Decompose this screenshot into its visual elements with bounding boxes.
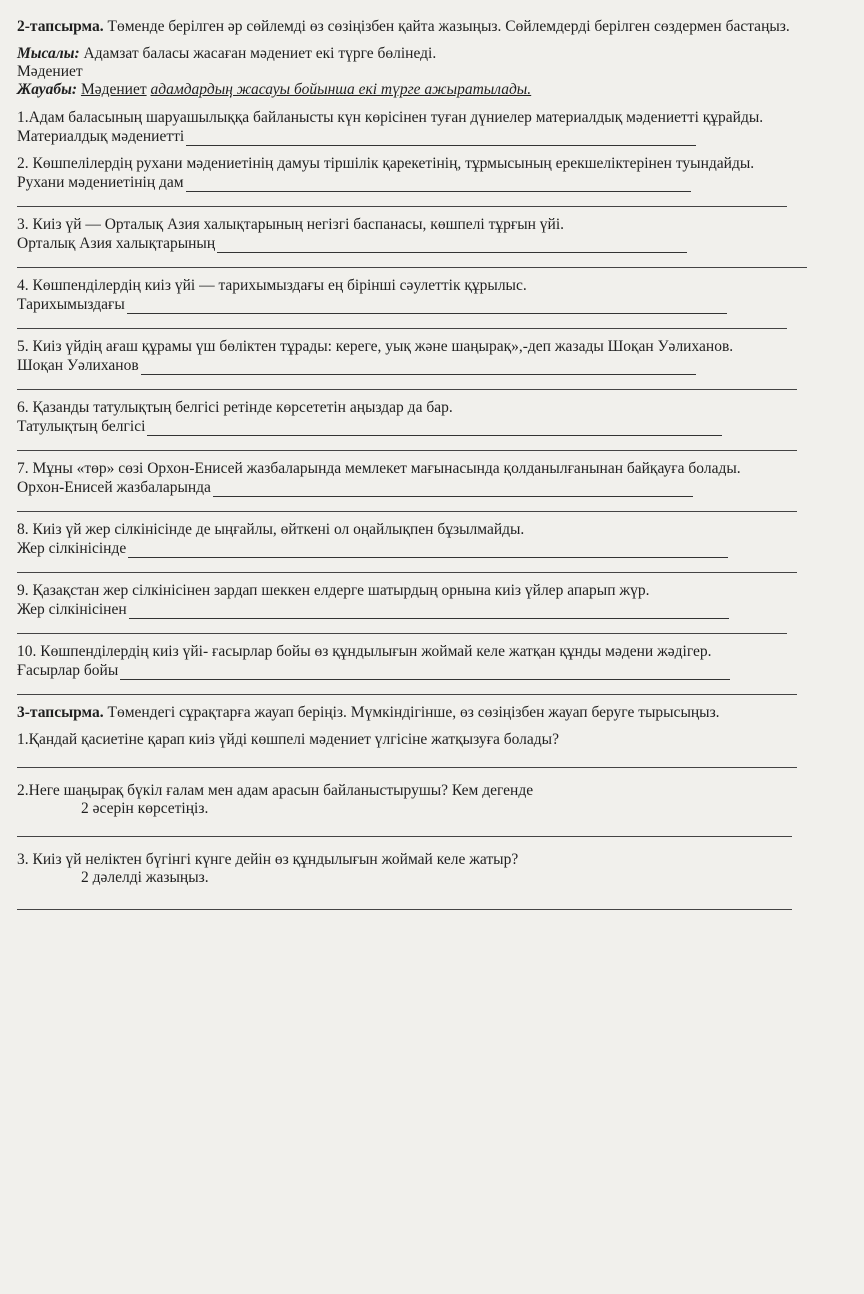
- answer-blank[interactable]: [120, 665, 730, 680]
- question-answer-line[interactable]: [17, 767, 797, 768]
- example-block: [17, 45, 852, 99]
- question-text: 3. Киіз үй неліктен бүгінгі күнге дейін өз құндылығын жоймай келе жатыр?: [17, 851, 519, 868]
- answer-start: Мәдениет: [80, 81, 147, 98]
- task3-block: [17, 704, 852, 910]
- item-prompt: Жер сілкінісінен: [17, 601, 127, 618]
- item-sentence: 7. Мұны «төр» сөзі Орхон-Енисей жазбаларында мемлекет мағынасында қолданылғанынан байқауға болады.: [17, 460, 741, 477]
- answer-blank[interactable]: [128, 543, 728, 558]
- task2-header: [17, 18, 852, 36]
- answer-line: [17, 539, 852, 558]
- answer-line: [17, 127, 852, 146]
- question-2: [17, 782, 852, 837]
- item-prompt: Материалдық мәдениетті: [17, 128, 185, 145]
- answer-line: [17, 173, 852, 192]
- answer-line: [17, 417, 852, 436]
- item-sentence: 4. Көшпенділердің киіз үйі — тарихымыздағы ең бірінші сәулеттік құрылыс.: [17, 277, 527, 294]
- question-answer-line[interactable]: [17, 836, 792, 837]
- item-prompt: Тарихымыздағы: [17, 296, 125, 313]
- item-sentence: 8. Киіз үй жер сілкінісінде де ыңғайлы, өйткені ол оңайлықпен бұзылмайды.: [17, 521, 525, 538]
- exercise-item-6: [17, 399, 852, 451]
- example-label: Мысалы:: [17, 45, 80, 62]
- extra-answer-line[interactable]: [17, 450, 797, 451]
- extra-answer-line[interactable]: [17, 389, 797, 390]
- question-answer-line[interactable]: [17, 909, 792, 910]
- item-sentence: 5. Киіз үйдің ағаш құрамы үш бөліктен тұрады: кереге, уық және шаңырақ»,-деп жазады Шоқан Уәлиханов.: [17, 338, 734, 355]
- item-prompt: Орталық Азия халықтарының: [17, 235, 216, 252]
- extra-answer-line[interactable]: [17, 206, 787, 207]
- exercise-item-1: [17, 109, 852, 146]
- example-answer: [17, 81, 852, 99]
- extra-answer-line[interactable]: [17, 694, 797, 695]
- item-sentence: 6. Қазанды татулықтың белгісі ретінде көрсететін аңыздар да бар.: [17, 399, 453, 416]
- question-text: 1.Қандай қасиетіне қарап киіз үйді көшпелі мәдениет үлгісіне жатқызуға болады?: [17, 731, 559, 748]
- extra-answer-line[interactable]: [17, 328, 787, 329]
- answer-line: [17, 295, 852, 314]
- answer-blank[interactable]: [141, 360, 696, 375]
- answer-line: [17, 356, 852, 375]
- exercise-item-3: [17, 216, 852, 268]
- example-line: [17, 45, 852, 63]
- answer-line: [17, 600, 852, 619]
- task3-header: [17, 704, 852, 722]
- item-sentence: 10. Көшпенділердің киіз үйі- ғасырлар бойы өз құндылығын жоймай келе жатқан құнды мәдени жәдігер.: [17, 643, 712, 660]
- task3-instruction: Төмендегі сұрақтарға жауап беріңіз. Мүмкіндігінше, өз сөзіңізбен жауап беруге тырысыңыз.: [107, 704, 720, 721]
- question-subtext: 2 дәлелді жазыңыз.: [81, 869, 209, 886]
- exercise-item-9: [17, 582, 852, 634]
- exercise-item-8: [17, 521, 852, 573]
- example-sentence: Адамзат баласы жасаған мәдениет екі түрге бөлінеді.: [83, 45, 437, 62]
- item-prompt: Шоқан Уәлиханов: [17, 357, 139, 374]
- answer-blank[interactable]: [147, 421, 722, 436]
- exercise-item-7: [17, 460, 852, 512]
- item-prompt: Рухани мәдениетінің дам: [17, 174, 184, 191]
- item-prompt: Жер сілкінісінде: [17, 540, 127, 557]
- extra-answer-line[interactable]: [17, 267, 807, 268]
- answer-rest: адамдардың жасауы бойынша екі түрге ажыратылады.: [150, 81, 532, 98]
- exercise-item-2: [17, 155, 852, 207]
- item-sentence: 1.Адам баласының шаруашылыққа байланысты күн көрісінен туған дүниелер материалдық мәдениетті құрайды.: [17, 109, 764, 126]
- extra-answer-line[interactable]: [17, 633, 787, 634]
- item-prompt: Татулықтың белгісі: [17, 418, 146, 435]
- question-subtext: 2 әсерін көрсетіңіз.: [81, 800, 209, 817]
- task2-title: 2-тапсырма.: [17, 18, 104, 35]
- task3-title: 3-тапсырма.: [17, 704, 104, 721]
- item-prompt: Орхон-Енисей жазбаларында: [17, 479, 211, 496]
- extra-answer-line[interactable]: [17, 511, 797, 512]
- task2-instruction: Төменде берілген әр сөйлемді өз сөзіңізбен қайта жазыңыз. Сөйлемдерді берілген сөздермен бастаңыз.: [107, 18, 790, 35]
- answer-line: [17, 478, 852, 497]
- answer-line: [17, 661, 852, 680]
- answer-blank[interactable]: [217, 238, 687, 253]
- answer-blank[interactable]: [213, 482, 693, 497]
- question-1: [17, 731, 852, 768]
- question-text: 2.Неге шаңырақ бүкіл ғалам мен адам арасын байланыстырушы? Кем дегенде: [17, 782, 534, 799]
- answer-blank[interactable]: [129, 604, 729, 619]
- answer-line: [17, 234, 852, 253]
- item-prompt: Ғасырлар бойы: [17, 662, 119, 679]
- exercise-item-4: [17, 277, 852, 329]
- question-3: [17, 851, 852, 910]
- example-start-word: Мәдениет: [17, 63, 83, 80]
- answer-blank[interactable]: [186, 177, 691, 192]
- item-sentence: 3. Киіз үй — Орталық Азия халықтарының негізгі баспанасы, көшпелі тұрғын үйі.: [17, 216, 565, 233]
- answer-blank[interactable]: [127, 299, 727, 314]
- answer-blank[interactable]: [186, 131, 696, 146]
- item-sentence: 2. Көшпелілердің рухани мәдениетінің дамуы тіршілік қарекетінің, тұрмысының ерекшеліктерінен туындайды.: [17, 155, 755, 172]
- answer-label: Жауабы:: [17, 81, 78, 98]
- item-sentence: 9. Қазақстан жер сілкінісінен зардап шеккен елдерге шатырдың орнына киіз үйлер апарып жүр.: [17, 582, 650, 599]
- exercise-item-5: [17, 338, 852, 390]
- extra-answer-line[interactable]: [17, 572, 797, 573]
- exercise-item-10: [17, 643, 852, 695]
